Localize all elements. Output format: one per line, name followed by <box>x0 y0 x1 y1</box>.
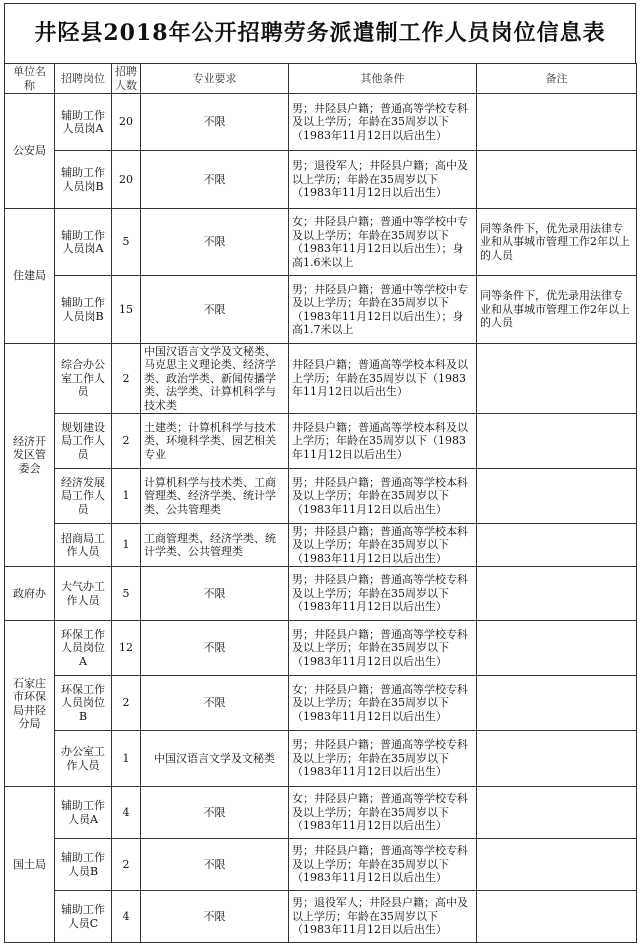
table-row <box>5 567 637 621</box>
note-cell <box>477 151 637 209</box>
major-cell: 不限 <box>141 676 289 731</box>
header-conditions: 其他条件 <box>289 64 477 94</box>
note-cell <box>477 839 637 891</box>
conditions-cell: 男；井陉县户籍；普通高等学校专科及以上学历；年龄在35周岁以下（1983年11月12日以后出生） <box>289 94 477 151</box>
count-cell: 4 <box>112 891 141 943</box>
count-cell: 5 <box>112 567 141 621</box>
header-major: 专业要求 <box>141 64 289 94</box>
table-row <box>5 621 637 676</box>
count-cell: 12 <box>112 621 141 676</box>
unit-cell: 石家庄市环保局井陉分局 <box>5 621 55 787</box>
count-cell: 15 <box>112 276 141 344</box>
count-cell: 2 <box>112 676 141 731</box>
conditions-cell: 男；井陉县户籍；普通中等学校中专及以上学历；年龄在35周岁以下（1983年11月12日以后出生）；身高1.7米以上 <box>289 276 477 344</box>
major-cell: 不限 <box>141 209 289 276</box>
major-cell: 中国汉语言文学及文秘类、马克思主义理论类、经济学类、政治学类、新闻传播学类、法学类、计算机科学与技术类 <box>141 344 289 414</box>
conditions-cell: 男；井陉县户籍；普通高等学校专科及以上学历；年龄在35周岁以下（1983年11月12日以后出生） <box>289 621 477 676</box>
unit-cell: 国土局 <box>5 787 55 943</box>
conditions-cell: 男；井陉县户籍；普通高等学校本科及以上学历；年龄在35周岁以下（1983年11月12日以后出生） <box>289 469 477 524</box>
note-cell <box>477 414 637 469</box>
note-cell <box>477 731 637 787</box>
table-row <box>5 344 637 414</box>
conditions-cell: 女；井陉县户籍；普通中等学校中专及以上学历；年龄在35周岁以下（1983年11月12日以后出生）；身高1.6米以上 <box>289 209 477 276</box>
count-cell: 1 <box>112 469 141 524</box>
count-cell: 1 <box>112 731 141 787</box>
post-cell: 辅助工作人员岗B <box>55 276 112 344</box>
conditions-cell: 男；井陉县户籍；普通高等学校本科及以上学历；年龄在35周岁以下（1983年11月12日以后出生） <box>289 524 477 567</box>
document-title: 井陉县2018年公开招聘劳务派遣制工作人员岗位信息表 <box>4 3 636 63</box>
table-row <box>5 94 637 151</box>
post-cell: 辅助工作人员岗A <box>55 209 112 276</box>
count-cell: 20 <box>112 94 141 151</box>
conditions-cell: 男；井陉县户籍；普通高等学校专科及以上学历；年龄在35周岁以下（1983年11月12日以后出生） <box>289 839 477 891</box>
header-count: 招聘人数 <box>112 64 141 94</box>
table-row <box>5 151 637 209</box>
header-note: 备注 <box>477 64 637 94</box>
note-cell <box>477 787 637 839</box>
job-table <box>4 63 637 943</box>
post-cell: 经济发展局工作人员 <box>55 469 112 524</box>
count-cell: 5 <box>112 209 141 276</box>
note-cell: 同等条件下，优先录用法律专业和从事城市管理工作2年以上的人员 <box>477 209 637 276</box>
unit-cell: 住建局 <box>5 209 55 344</box>
table-row <box>5 676 637 731</box>
major-cell: 计算机科学与技术类、工商管理类、经济学类、统计学类、公共管理类 <box>141 469 289 524</box>
conditions-cell: 男；退役军人；井陉县户籍；高中及以上学历；年龄在35周岁以下（1983年11月12日以后出生） <box>289 891 477 943</box>
major-cell: 不限 <box>141 839 289 891</box>
count-cell: 20 <box>112 151 141 209</box>
major-cell: 不限 <box>141 94 289 151</box>
table-row <box>5 731 637 787</box>
conditions-cell: 男；井陉县户籍；普通高等学校专科及以上学历；年龄在35周岁以下（1983年11月12日以后出生） <box>289 567 477 621</box>
count-cell: 2 <box>112 344 141 414</box>
post-cell: 大气办工作人员 <box>55 567 112 621</box>
major-cell: 不限 <box>141 567 289 621</box>
major-cell: 不限 <box>141 621 289 676</box>
conditions-cell: 女；井陉县户籍；普通高等学校专科及以上学历；年龄在35周岁以下（1983年11月12日以后出生） <box>289 787 477 839</box>
table-row <box>5 414 637 469</box>
table-row <box>5 839 637 891</box>
count-cell: 4 <box>112 787 141 839</box>
table-row <box>5 524 637 567</box>
conditions-cell: 女；井陉县户籍；普通高等学校专科及以上学历；年龄在35周岁以下（1983年11月12日以后出生） <box>289 676 477 731</box>
note-cell <box>477 469 637 524</box>
header-post: 招聘岗位 <box>55 64 112 94</box>
note-cell <box>477 94 637 151</box>
note-cell <box>477 621 637 676</box>
major-cell: 工商管理类、经济学类、统计学类、公共管理类 <box>141 524 289 567</box>
count-cell: 1 <box>112 524 141 567</box>
note-cell <box>477 344 637 414</box>
note-cell: 同等条件下，优先录用法律专业和从事城市管理工作2年以上的人员 <box>477 276 637 344</box>
post-cell: 辅助工作人员A <box>55 787 112 839</box>
post-cell: 辅助工作人员C <box>55 891 112 943</box>
post-cell: 辅助工作人员岗B <box>55 151 112 209</box>
table-row <box>5 787 637 839</box>
post-cell: 综合办公室工作人员 <box>55 344 112 414</box>
conditions-cell: 井陉县户籍；普通高等学校本科及以上学历；年龄在35周岁以下（1983年11月12日以后出生） <box>289 414 477 469</box>
header-row <box>5 64 637 94</box>
header-unit: 单位名称 <box>5 64 55 94</box>
major-cell: 中国汉语言文学及文秘类 <box>141 731 289 787</box>
count-cell: 2 <box>112 414 141 469</box>
conditions-cell: 井陉县户籍；普通高等学校本科及以上学历；年龄在35周岁以下（1983年11月12日以后出生） <box>289 344 477 414</box>
post-cell: 办公室工作人员 <box>55 731 112 787</box>
table-row <box>5 891 637 943</box>
unit-cell: 政府办 <box>5 567 55 621</box>
table-row <box>5 209 637 276</box>
unit-cell: 经济开发区管委会 <box>5 344 55 567</box>
major-cell: 土建类；计算机科学与技术类、环境科学类、园艺相关专业 <box>141 414 289 469</box>
unit-cell: 公安局 <box>5 94 55 209</box>
post-cell: 规划建设局工作人员 <box>55 414 112 469</box>
count-cell: 2 <box>112 839 141 891</box>
major-cell: 不限 <box>141 151 289 209</box>
note-cell <box>477 524 637 567</box>
conditions-cell: 男；退役军人；井陉县户籍；高中及以上学历；年龄在35周岁以下（1983年11月12日以后出生） <box>289 151 477 209</box>
post-cell: 环保工作人员岗位A <box>55 621 112 676</box>
note-cell <box>477 567 637 621</box>
post-cell: 环保工作人员岗位B <box>55 676 112 731</box>
table-row <box>5 276 637 344</box>
post-cell: 辅助工作人员B <box>55 839 112 891</box>
major-cell: 不限 <box>141 276 289 344</box>
major-cell: 不限 <box>141 891 289 943</box>
table-row <box>5 469 637 524</box>
post-cell: 招商局工作人员 <box>55 524 112 567</box>
document-page <box>4 3 636 943</box>
major-cell: 不限 <box>141 787 289 839</box>
conditions-cell: 男；井陉县户籍；普通高等学校专科及以上学历；年龄在35周岁以下（1983年11月12日以后出生） <box>289 731 477 787</box>
post-cell: 辅助工作人员岗A <box>55 94 112 151</box>
note-cell <box>477 676 637 731</box>
note-cell <box>477 891 637 943</box>
